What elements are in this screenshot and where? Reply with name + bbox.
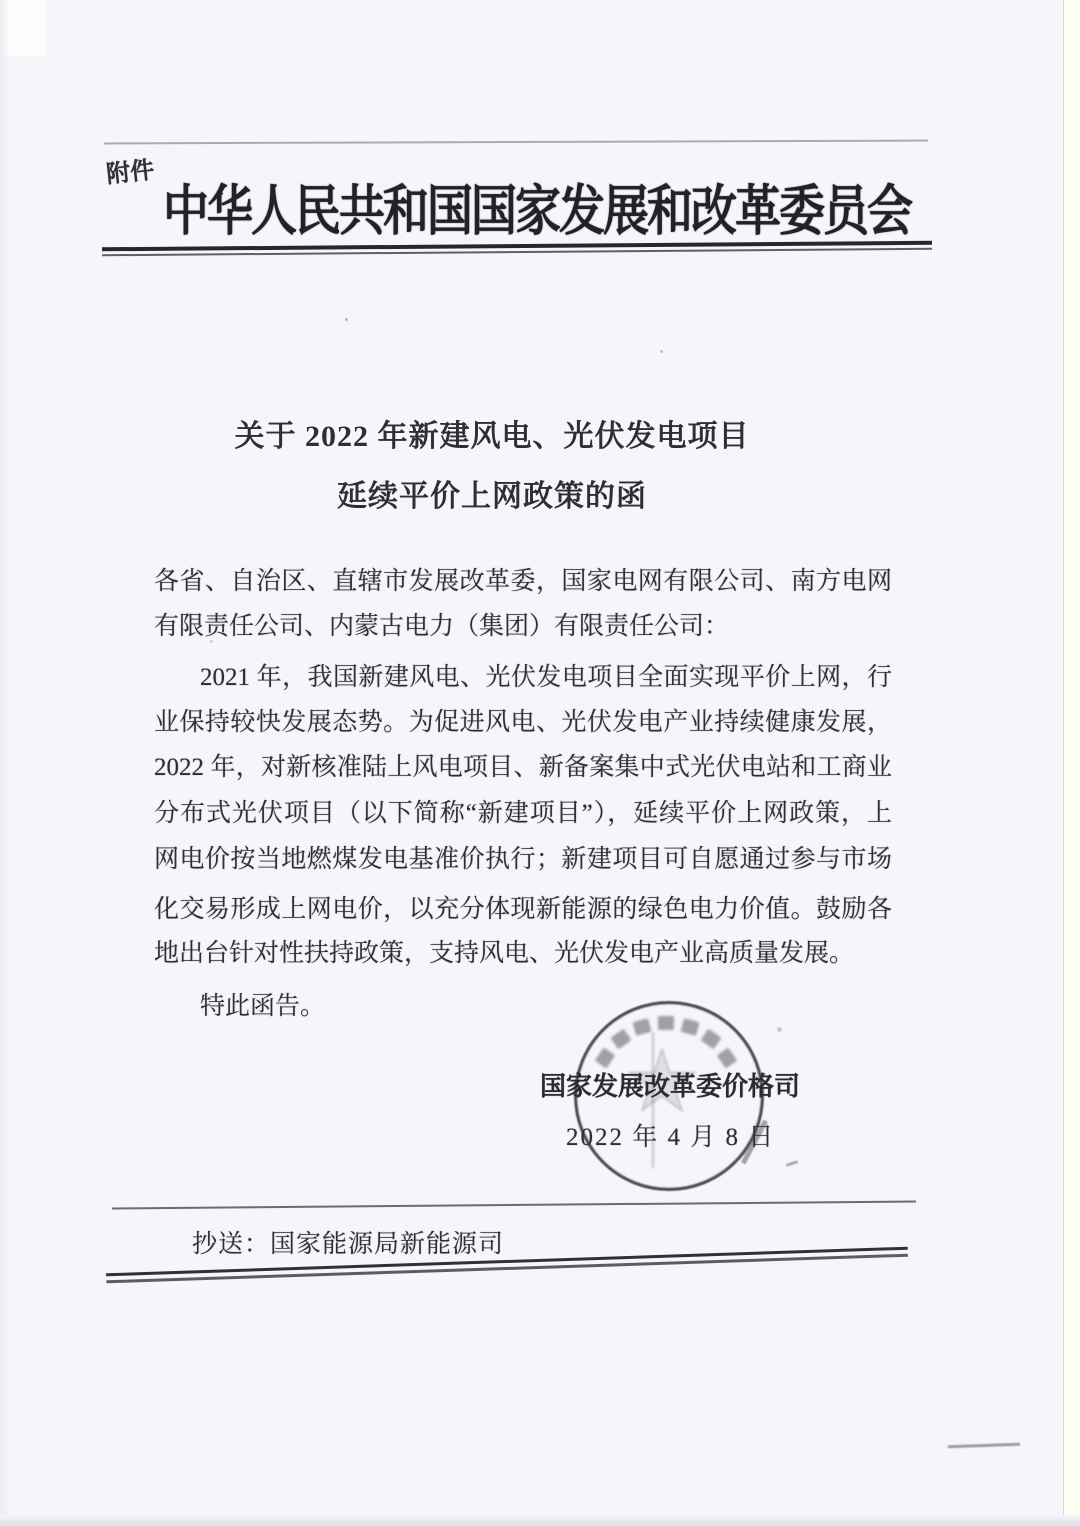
body-line: 网电价按当地燃煤发电基准价执行；新建项目可自愿通过参与市场: [154, 846, 892, 873]
body-line: 地出台针对性扶持政策，支持风电、光伏发电产业高质量发展。: [154, 940, 855, 967]
title-line-2: 延续平价上网政策的函: [337, 480, 647, 513]
scan-right-edge: [1063, 0, 1080, 1527]
signature-department: 国家发展改革委价格司: [540, 1072, 801, 1101]
seal-arc-mark: [658, 1016, 674, 1030]
letterhead-organization: 中华人民共和国国家发展和改革委员会: [163, 180, 911, 242]
body-line: 化交易形成上网电价，以充分体现新能源的绿色电力价值。鼓励各: [154, 896, 892, 923]
closing-phrase: 特此函告。: [200, 993, 326, 1020]
body-line: 业保持较快发展态势。为促进风电、光伏发电产业持续健康发展，: [154, 709, 892, 736]
attachment-label: 附件: [105, 157, 156, 189]
pen-mark-small: [786, 1160, 798, 1167]
document-title: [0, 0, 984, 515]
signature-date: 2022 年 4 月 8 日: [566, 1124, 776, 1151]
salutation-line-2: 有限责任公司、内蒙古电力（集团）有限责任公司：: [154, 613, 730, 640]
body-line: 2022 年，对新核准陆上风电项目、新备案集中式光伏电站和工商业: [154, 754, 892, 781]
scan-bottom-edge: [0, 1515, 1080, 1527]
title-line-1: 关于 2022 年新建风电、光伏发电项目: [234, 420, 750, 453]
cc-line: 抄送：国家能源局新能源司: [192, 1231, 505, 1258]
body-line: 2021 年，我国新建风电、光伏发电项目全面实现平价上网，行: [200, 664, 892, 691]
scan-smudge: [948, 1443, 1020, 1449]
cc-top-rule: [112, 1200, 916, 1209]
body-line: 分布式光伏项目（以下简称“新建项目”），延续平价上网政策，上: [154, 800, 892, 827]
salutation-line-1: 各省、自治区、直辖市发展改革委，国家电网有限公司、南方电网: [154, 568, 892, 595]
